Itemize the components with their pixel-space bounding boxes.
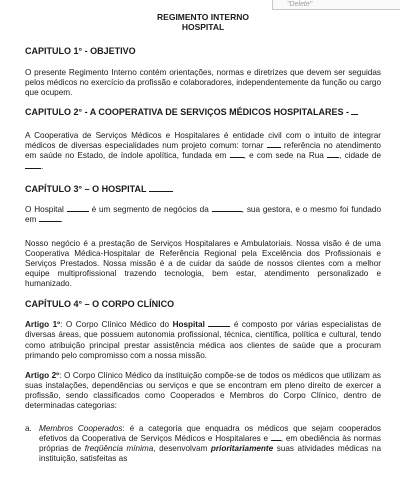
chapter-3-text-a: O Hospital (25, 204, 64, 214)
chapter-3-heading (25, 184, 381, 195)
chapter-2-blank-4 (25, 168, 41, 169)
article-1-blank (208, 326, 230, 327)
list-item-a (39, 424, 381, 464)
article-1-text-a: : O Corpo Clínico Médico do (60, 320, 170, 330)
chapter-2-text-d: , cidade de (339, 151, 382, 161)
chapter-2-text-e: . (41, 161, 44, 171)
category-list (25, 424, 381, 464)
document-title (25, 12, 381, 32)
chapter-2-text-c: , e com sede na Rua (243, 151, 324, 161)
chapter-1-heading: CAPITULO 1° - OBJETIVO (25, 46, 136, 56)
chapter-2-heading (25, 107, 381, 118)
chapter-4-heading: CAPÍTULO 4° – O CORPO CLÍNICO (25, 299, 175, 310)
chapter-2-heading-text: CAPITULO 2° - A COOPERATIVA DE SERVIÇOS MÉDICOS HOSPITALARES - (25, 107, 349, 118)
chapter-2-text-b: referência no atendimento em saúde no Estado, de índole apolítica, fundada em (25, 141, 381, 161)
article-1-text-b: é composto por várias especialistas de diversas áreas, que possuem autonomia profissional, técnica, científica, política e cultural, tendo como atribuição principal prestar assistência médica aos clientes de saúde que a procuram primando pelo compromisso com a nossa missão. (25, 320, 382, 360)
article-1-paragraph (25, 320, 381, 360)
chapter-3-blank-1 (67, 211, 89, 212)
chapter-2-blank-1 (267, 147, 281, 148)
list-item-a-text-1: : é a categoria que enquadra os médicos que sejam cooperados efetivos da Cooperativa de Serviços Médicos e Hospitalares e (39, 424, 381, 444)
chapter-3-paragraph-1 (25, 205, 381, 225)
chapter-3-text-c: , sua gestora, e o mesmo foi fundado em (25, 204, 381, 224)
chapter-3-heading-blank (149, 191, 173, 192)
document-title-line1: REGIMENTO INTERNO (157, 12, 249, 22)
chapter-2-blank-3 (327, 157, 339, 158)
document-title-line2: HOSPITAL (181, 22, 225, 32)
list-item-a-text-4: suas atividades médicas na instituição, satisfeitas as (39, 444, 381, 464)
article-1-hospital: Hospital (172, 320, 205, 330)
article-2-text: : O Corpo Clínico Médico da instituição compõe-se de todos os médicos que utilizam as suas instalações, dependências ou serviços e que se encontram em pleno direito de exercer a profissão, sendo classificados como Cooperados e Membros do Corpo Clínico, dentro de determinadas categorias: (25, 370, 381, 410)
chapter-3-text-b: é um segmento de negócios da (91, 204, 209, 214)
chapter-3-text-d: . (60, 214, 63, 224)
chapter-2-text-a: A Cooperativa de Serviços Médicos e Hospitalares é entidade civil com o intuito de integrar médicos de diversas especialidades num projeto comum: tornar (25, 131, 381, 151)
list-item-a-marker: a. (25, 424, 32, 434)
chapter-3-paragraph-2: Nosso negócio é a prestação de Serviços Hospitalares e Ambulatoriais. Nossa visão é de uma Cooperativa Médica-Hospitalar de Referência Regional pela Excelência dos Profissionais e Serviços Prestados. Nossa missão é a de cuidar da saúde de nossos clientes com a melhor equipe multiprofissional trazendo tecnologia, bem estar, atendimento personalizado e humanizado. (25, 238, 381, 289)
list-item-a-text-2: , em obediência às normas próprias de (39, 434, 381, 454)
article-2-paragraph (25, 371, 381, 411)
document-page (25, 0, 381, 464)
article-1-label: Artigo 1º (25, 320, 61, 330)
chapter-3-blank-3 (39, 221, 61, 222)
chapter-3-heading-text: CAPÍTULO 3° – O HOSPITAL (25, 183, 147, 194)
article-2-label: Artigo 2º (25, 370, 60, 380)
list-item-a-term: Membros Cooperados (39, 424, 123, 434)
chapter-2-paragraph (25, 131, 381, 171)
instruction-tag-line2: "Delete" (287, 1, 313, 8)
chapter-3-blank-2 (212, 211, 242, 212)
list-item-a-term-2: freqüência mínima (84, 444, 154, 454)
list-item-a-emphasis: prioritariamente (210, 444, 274, 454)
list-item-a-text-3: , desenvolvam (153, 444, 208, 454)
chapter-2-blank-2 (230, 157, 244, 158)
list-item-a-blank (271, 440, 281, 441)
chapter-2-heading-blank (351, 114, 358, 115)
chapter-1-paragraph: O presente Regimento Interno contém orientações, normas e diretrizes que devem ser seguidas pelos médicos no exercício da profissão e colaboradores, independentemente da função ou cargo que ocupem. (25, 68, 381, 98)
